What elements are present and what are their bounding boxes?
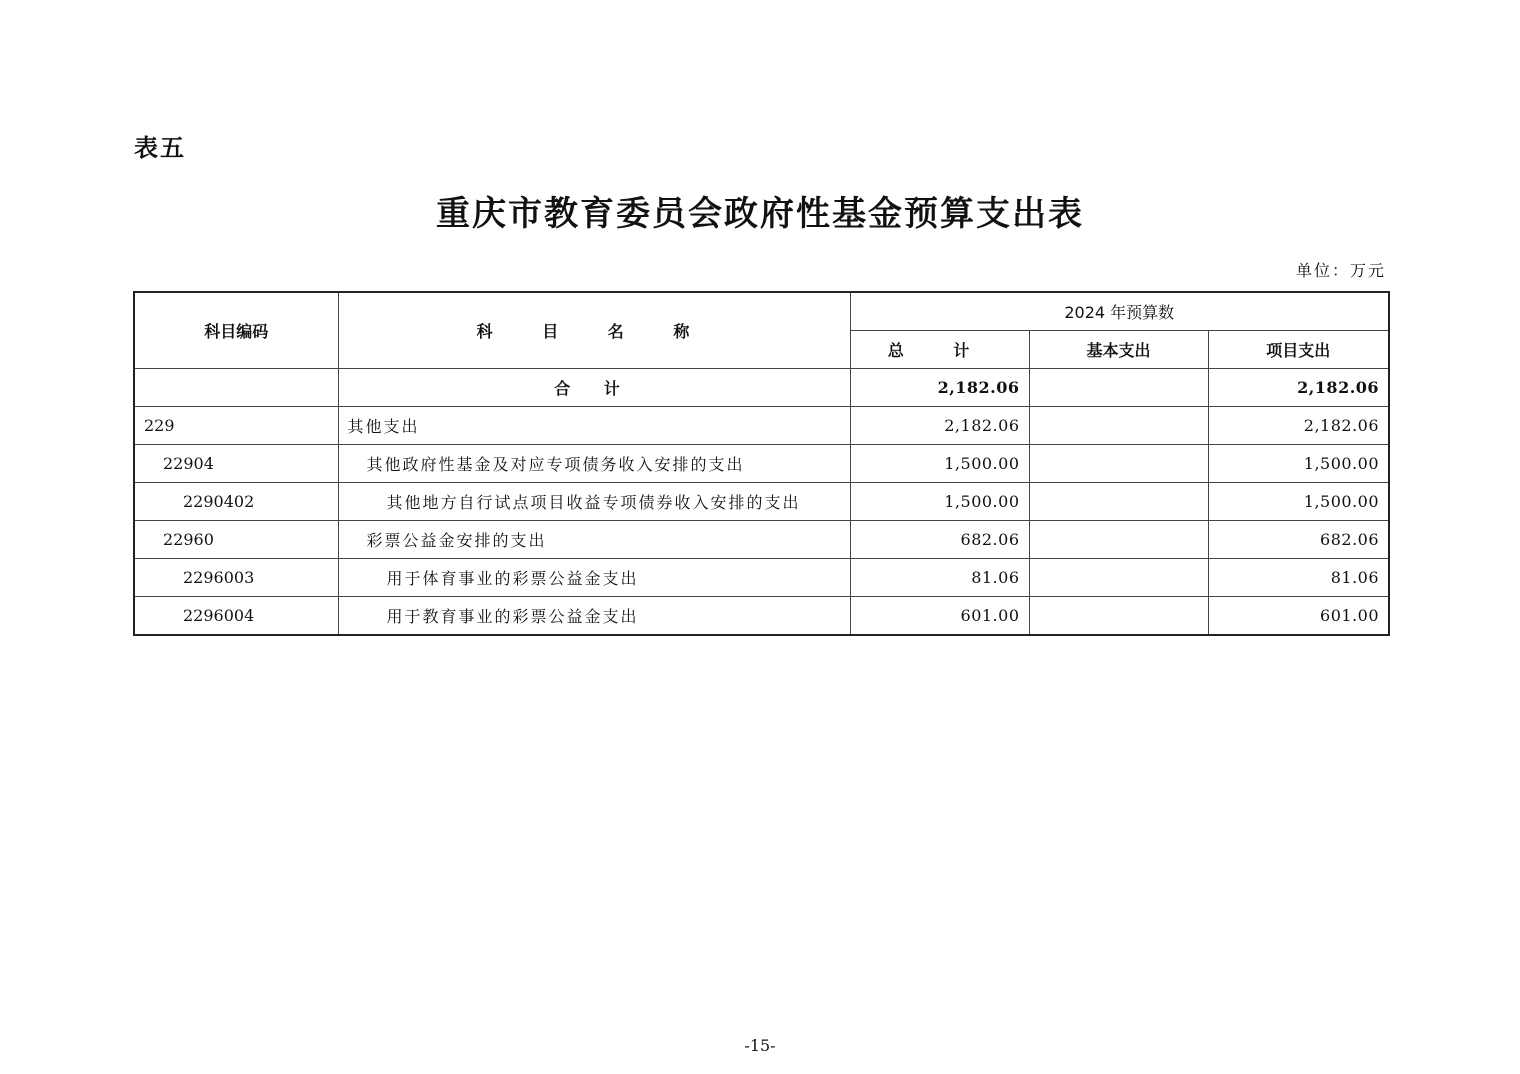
row-total: 1,500.00	[850, 483, 1029, 521]
row-total: 682.06	[850, 521, 1029, 559]
total-row	[134, 369, 1389, 407]
col-header-total: 总 计	[850, 331, 1029, 369]
row-basic	[1029, 483, 1208, 521]
table-row	[134, 483, 1389, 521]
row-code: 2296003	[134, 559, 338, 597]
row-code: 229	[134, 407, 338, 445]
table-row	[134, 597, 1389, 636]
row-name: 用于教育事业的彩票公益金支出	[338, 597, 850, 636]
total-amount: 2,182.06	[850, 369, 1029, 407]
row-code: 2296004	[134, 597, 338, 636]
total-code-cell	[134, 369, 338, 407]
table-row	[134, 559, 1389, 597]
row-code: 22960	[134, 521, 338, 559]
row-name: 用于体育事业的彩票公益金支出	[338, 559, 850, 597]
row-project: 1,500.00	[1208, 483, 1389, 521]
col-header-name: 科 目 名 称	[338, 292, 850, 369]
total-project: 2,182.06	[1208, 369, 1389, 407]
table-row	[134, 521, 1389, 559]
col-header-basic: 基本支出	[1029, 331, 1208, 369]
row-code: 22904	[134, 445, 338, 483]
row-basic	[1029, 559, 1208, 597]
row-name: 其他支出	[338, 407, 850, 445]
col-header-code: 科目编码	[134, 292, 338, 369]
row-basic	[1029, 521, 1208, 559]
row-total: 81.06	[850, 559, 1029, 597]
page-title: 重庆市教育委员会政府性基金预算支出表	[436, 194, 1084, 234]
row-total: 1,500.00	[850, 445, 1029, 483]
col-header-project: 项目支出	[1208, 331, 1389, 369]
total-label: 合 计	[338, 369, 850, 407]
row-project: 2,182.06	[1208, 407, 1389, 445]
table-row	[134, 445, 1389, 483]
total-basic	[1029, 369, 1208, 407]
row-basic	[1029, 445, 1208, 483]
row-name: 其他地方自行试点项目收益专项债券收入安排的支出	[338, 483, 850, 521]
row-project: 81.06	[1208, 559, 1389, 597]
row-name: 彩票公益金安排的支出	[338, 521, 850, 559]
row-basic	[1029, 597, 1208, 636]
row-name: 其他政府性基金及对应专项债务收入安排的支出	[338, 445, 850, 483]
row-project: 601.00	[1208, 597, 1389, 636]
budget-table	[133, 291, 1390, 636]
unit-label: 单位：万元	[1295, 261, 1386, 280]
row-total: 601.00	[850, 597, 1029, 636]
col-header-group: 2024 年预算数	[850, 292, 1389, 331]
row-project: 682.06	[1208, 521, 1389, 559]
page-number: -15-	[744, 1036, 776, 1055]
header-row	[134, 292, 1389, 331]
row-project: 1,500.00	[1208, 445, 1389, 483]
table-label: 表五	[134, 134, 186, 162]
table-row	[134, 407, 1389, 445]
row-basic	[1029, 407, 1208, 445]
row-total: 2,182.06	[850, 407, 1029, 445]
row-code: 2290402	[134, 483, 338, 521]
